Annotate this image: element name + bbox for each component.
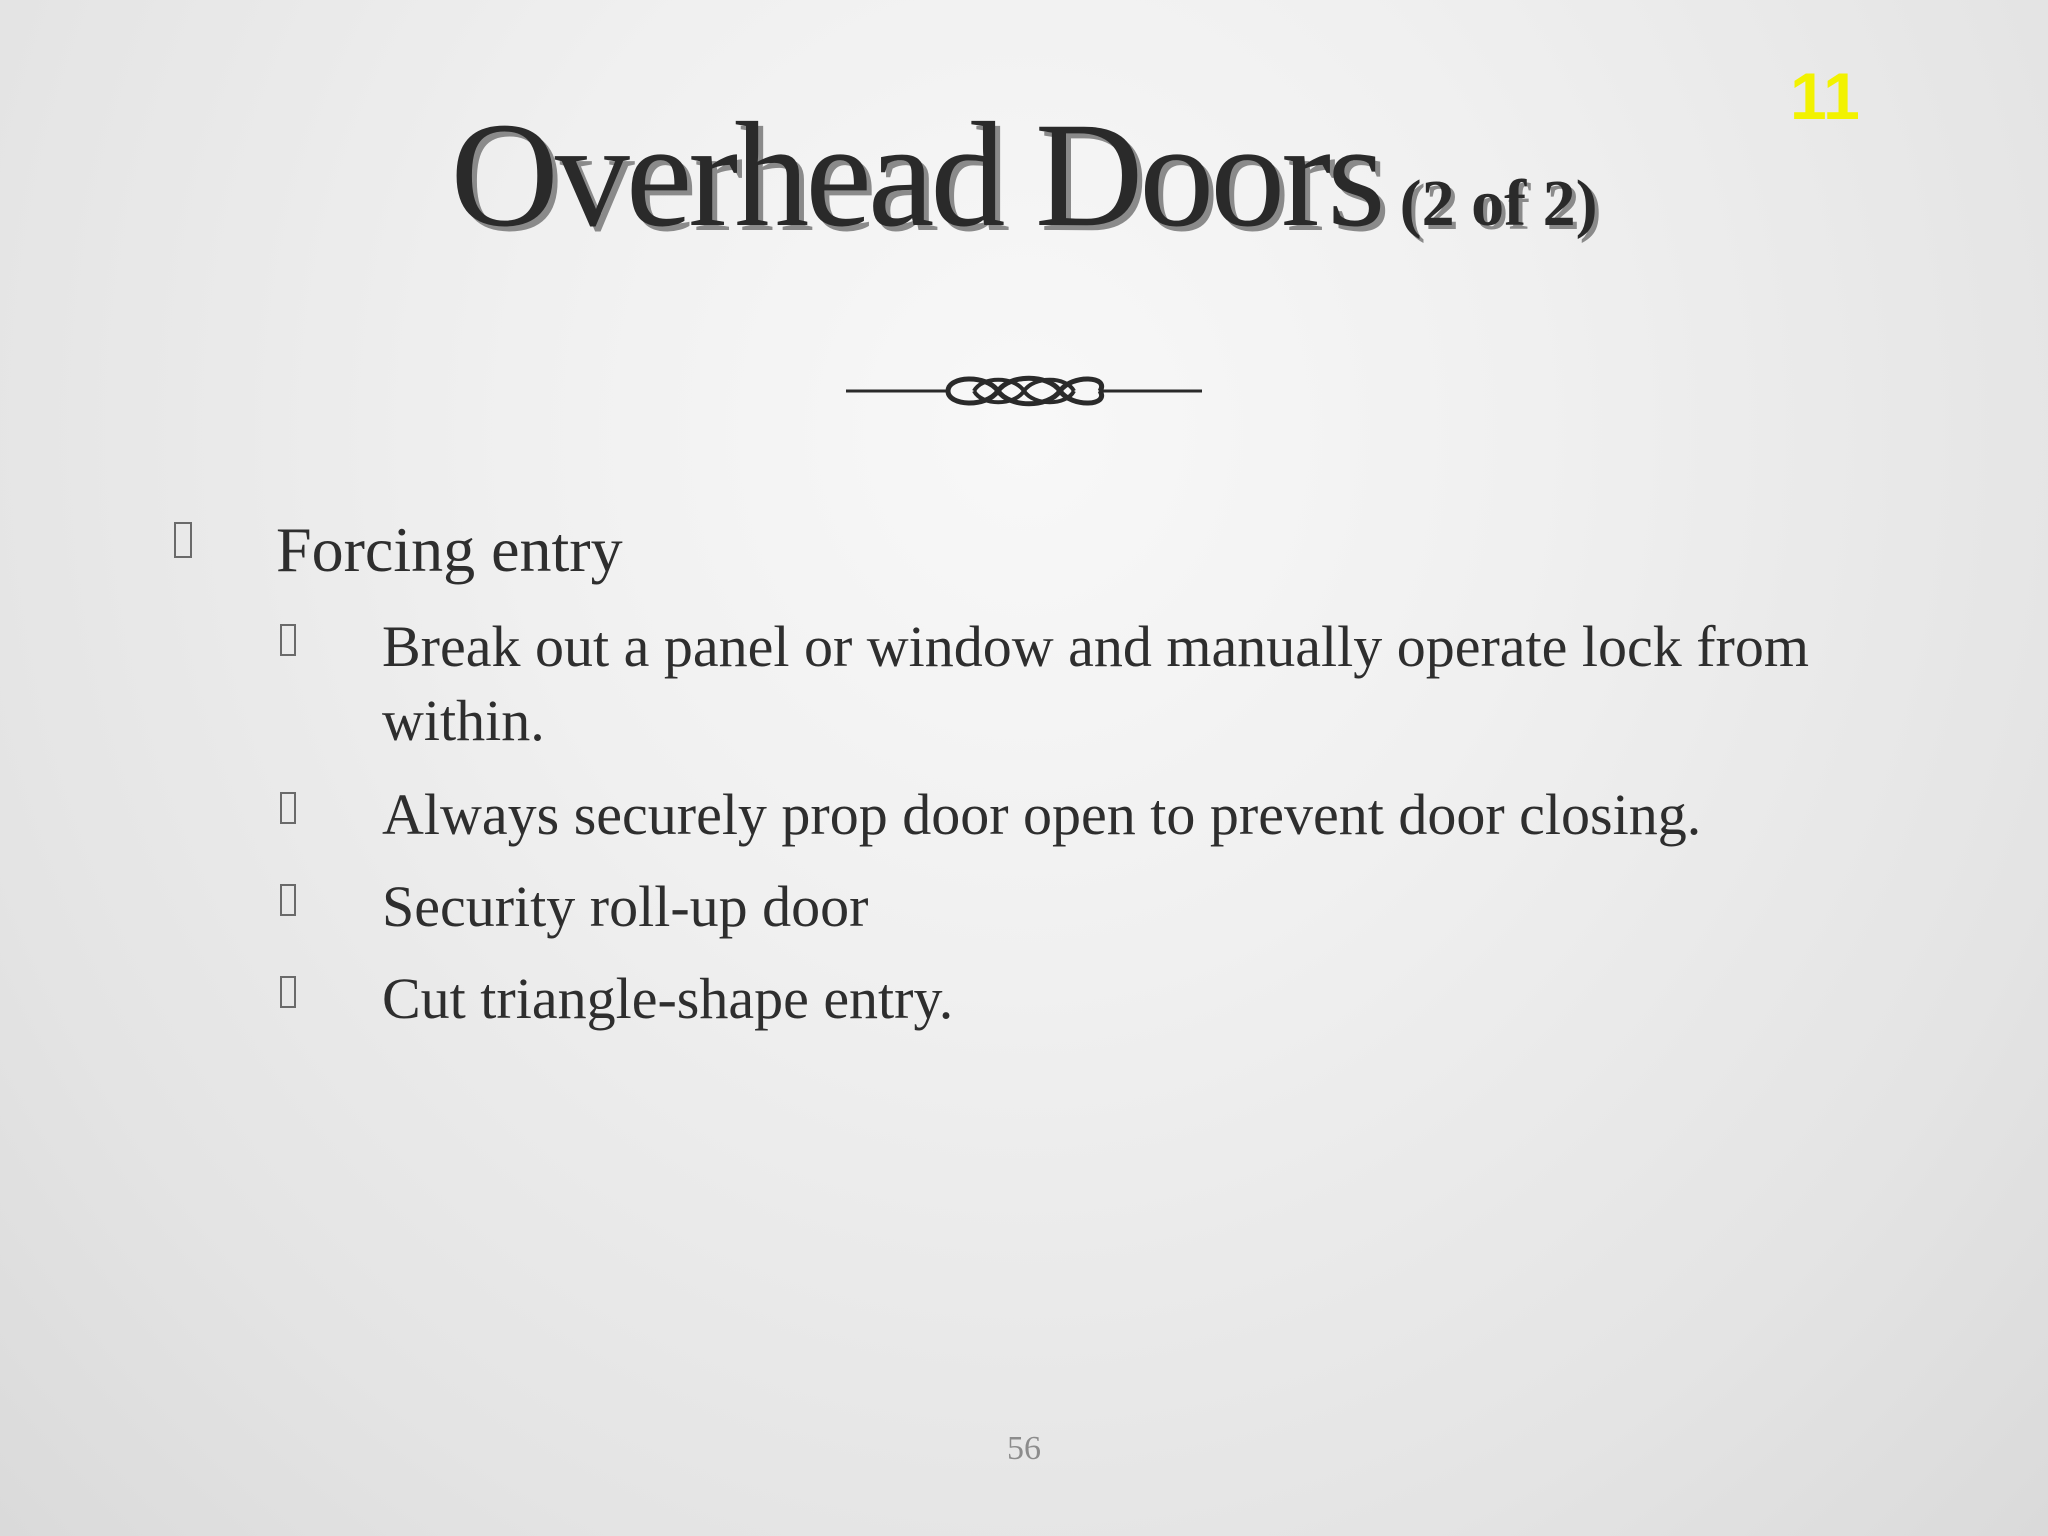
bullet-marker-icon (280, 624, 296, 656)
sub-bullet-text: Security roll-up door (382, 874, 869, 939)
bullet-marker-icon (174, 522, 192, 558)
chapter-number: 11 (1790, 59, 1860, 133)
sub-bullet-text: Always securely prop door open to prevent door closing. (382, 782, 1702, 847)
bullet-marker-icon (280, 792, 296, 824)
sub-bullet-text: Cut triangle-shape entry. (382, 966, 954, 1031)
bullet-marker-icon (280, 976, 296, 1008)
sub-bullet-text: Break out a panel or window and manually operate lock from within. (382, 614, 1809, 753)
bullet-marker-icon (280, 884, 296, 916)
title-main: Overhead Doors (450, 92, 1382, 258)
slide-number: 56 (1007, 1430, 1041, 1467)
title-suffix: (2 of 2) (1399, 167, 1598, 240)
bullet-text: Forcing entry (276, 514, 623, 585)
